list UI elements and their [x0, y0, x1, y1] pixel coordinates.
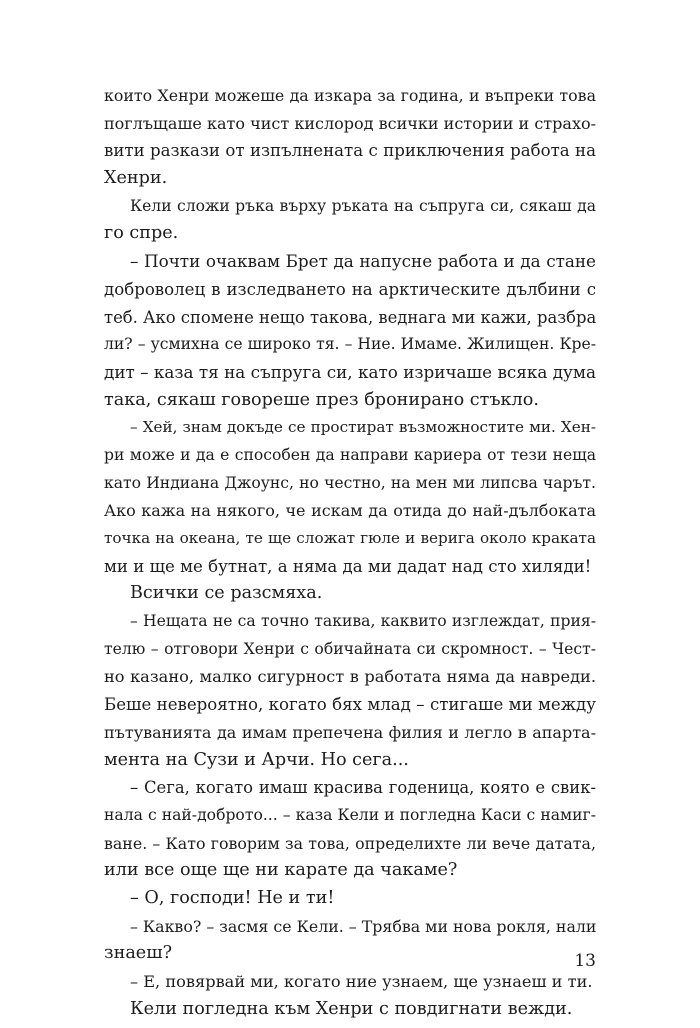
- text-line: – Какво? – засмя се Кели. – Трябва ми нова рокля, нали: [130, 916, 597, 936]
- text-line: ване. – Като говорим за това, определихте ли вече датата,: [104, 833, 596, 853]
- text-line: като Индиана Джоунс, но честно, на мен ми липсва чарът.: [104, 473, 596, 492]
- text-line: – Нещата не са точно такива, каквито изглеждат, прия-: [130, 612, 596, 631]
- text-line: доброволец в изследването на арктическите дълбини с: [104, 279, 596, 299]
- text-line: – Хей, знам докъде се простират възможностите ми. Хен-: [130, 418, 596, 437]
- text-line: знаеш?: [104, 943, 173, 964]
- text-line: Всички се разсмяха.: [130, 583, 323, 604]
- text-line: Кели погледна към Хенри с повдигнати вежди.: [130, 998, 573, 1019]
- text-line: – Сега, когато имаш красива годеница, която е свик-: [130, 778, 596, 798]
- text-line: ри може и да е способен да направи кариера от тези неща: [104, 445, 596, 464]
- text-line: мента на Сузи и Арчи. Но сега...: [104, 749, 409, 770]
- body-text: [104, 82, 596, 1023]
- text-line: Ако кажа на някого, че искам да отида до най-дълбоката: [104, 501, 596, 521]
- text-line: така, сякаш говореше през бронирано стъкло.: [104, 389, 539, 410]
- text-line: – Е, повярвай ми, когато ние узнаем, ще узнаеш и ти.: [130, 972, 593, 991]
- text-line: точка на океана, те ще сложат гюле и верига около краката: [104, 529, 596, 547]
- text-line: дит – каза тя на съпруга си, като изричаше всяка дума: [104, 361, 596, 382]
- text-line: телю – отговори Хенри с обичайната си скромност. – Чест-: [104, 639, 596, 658]
- text-line: – Почти очаквам Брет да напусне работа и да стане: [130, 251, 596, 272]
- text-line: поглъщаше като чист кислород всички истории и страхо-: [104, 113, 596, 133]
- text-line: Хенри.: [104, 168, 168, 189]
- text-line: – О, господи! Не и ти!: [130, 887, 335, 908]
- text-line: пътуванията да имам препечена филия и легло в апарта-: [104, 722, 596, 742]
- text-line: Кели сложи ръка върху ръката на съпруга си, сякаш да: [130, 196, 596, 215]
- text-line: теб. Ако спомене нещо такова, веднага ми кажи, разбра: [104, 307, 597, 327]
- text-line: вити разкази от изпълнената с приключения работа на: [104, 141, 596, 161]
- text-line: ми и ще ме бутнат, а няма да ми дадат над сто хиляди!: [104, 556, 592, 576]
- text-line: но казано, малко сигурност в работата няма да навреди.: [104, 667, 596, 687]
- page-number: 13: [574, 951, 596, 971]
- text-line: ли? – усмихна се широко тя. – Ние. Имаме. Жилищен. Кре-: [104, 335, 596, 354]
- text-line: или все още ще ни карате да чакаме?: [104, 860, 458, 881]
- text-line: Беше невероятно, когато бях млад – стигаше ми между: [104, 695, 596, 715]
- text-line: нала с най-доброто... – каза Кели и погледна Каси с намиг-: [104, 805, 596, 824]
- text-line: които Хенри можеше да изкара за година, и въпреки това: [104, 86, 596, 105]
- text-line: го спре.: [104, 223, 179, 244]
